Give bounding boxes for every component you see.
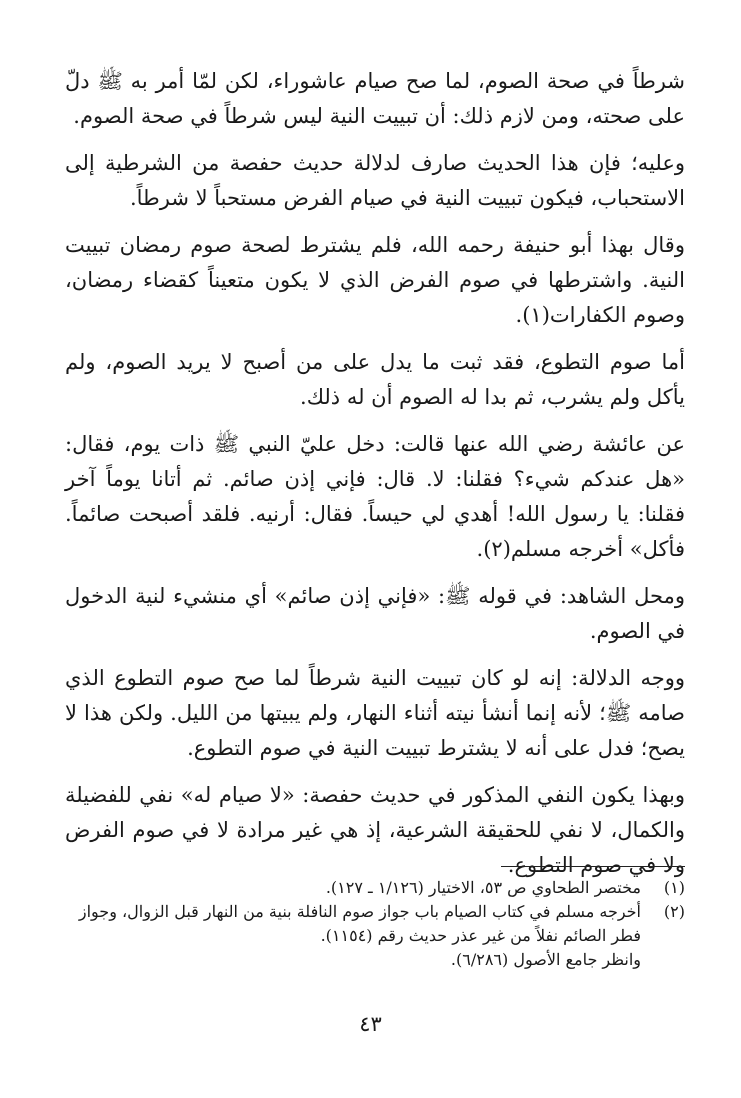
main-text [65, 64, 685, 895]
paragraph-8: وبهذا يكون النفي المذكور في حديث حفصة: «لا صيام له» نفي للفضيلة والكمال، لا نفي للحقيقة الشرعية، إذ هي غير مرادة لا في صوم الفرض ولا في صوم التطوع. [65, 783, 685, 877]
paragraph-4: أما صوم التطوع، فقد ثبت ما يدل على من أصبح لا يريد الصوم، ولم يأكل ولم يشرب، ثم بدا له الصوم أن له ذلك. [65, 350, 685, 409]
paragraph-2: وعليه؛ فإن هذا الحديث صارف لدلالة حديث حفصة من الشرطية إلى الاستحباب، فيكون تبييت النية في صيام الفرض مستحباً لا شرطاً. [65, 151, 685, 210]
paragraph-5: عن عائشة رضي الله عنها قالت: دخل عليّ النبي ﷺ ذات يوم، فقال: «هل عندكم شيء؟ فقلنا: لا. قال: فإني إذن صائم. ثم أتانا يوماً آخر فقلنا: يا رسول الله! أهدي لي حيساً. فقال: أرنيه. فلقد أصبحت صائماً. فأكل» أخرجه مسلم(٢). [65, 432, 685, 561]
footnote-line: وانظر جامع الأصول (٦/٢٨٦). [450, 950, 641, 969]
footnote-line: مختصر الطحاوي ص ٥٣، الاختيار (١/١٢٦ ـ ١٢٧). [325, 878, 641, 897]
footnote-number: (٢) [663, 902, 685, 921]
page-number: ٤٣ [359, 1012, 382, 1036]
footnote-text [65, 900, 641, 972]
footnote-number: (١) [663, 878, 685, 897]
footnote-2 [65, 900, 685, 972]
footnote-text [65, 876, 641, 900]
footnote-line: أخرجه مسلم في كتاب الصيام باب جواز صوم النافلة بنية من النهار قبل الزوال، وجواز فطر الصائم نفلاً من غير عذر حديث رقم (١١٥٤). [78, 902, 641, 945]
footnotes [65, 876, 685, 972]
paragraph-3: وقال بهذا أبو حنيفة رحمه الله، فلم يشترط لصحة صوم رمضان تبييت النية. واشترطها في صوم الفرض الذي لا يكون متعيناً كقضاء رمضان، وصوم الكفارات(١). [65, 233, 685, 327]
footnote-1 [65, 876, 685, 900]
paragraph-6: ومحل الشاهد: في قوله ﷺ: «فإني إذن صائم» أي منشيء لنية الدخول في الصوم. [65, 584, 685, 643]
paragraph-1: شرطاً في صحة الصوم، لما صح صيام عاشوراء، لكن لمّا أمر به ﷺ دلّ على صحته، ومن لازم ذلك: أن تبييت النية ليس شرطاً في صحة الصوم. [65, 69, 685, 128]
paragraph-7: ووجه الدلالة: إنه لو كان تبييت النية شرطاً لما صح صوم التطوع الذي صامه ﷺ؛ لأنه إنما أنشأ نيته أثناء النهار، ولم يبيتها من الليل. ولكن هذا لا يصح؛ فدل على أنه لا يشترط تبييت النية في صوم التطوع. [65, 666, 685, 760]
footnote-separator [501, 866, 685, 867]
